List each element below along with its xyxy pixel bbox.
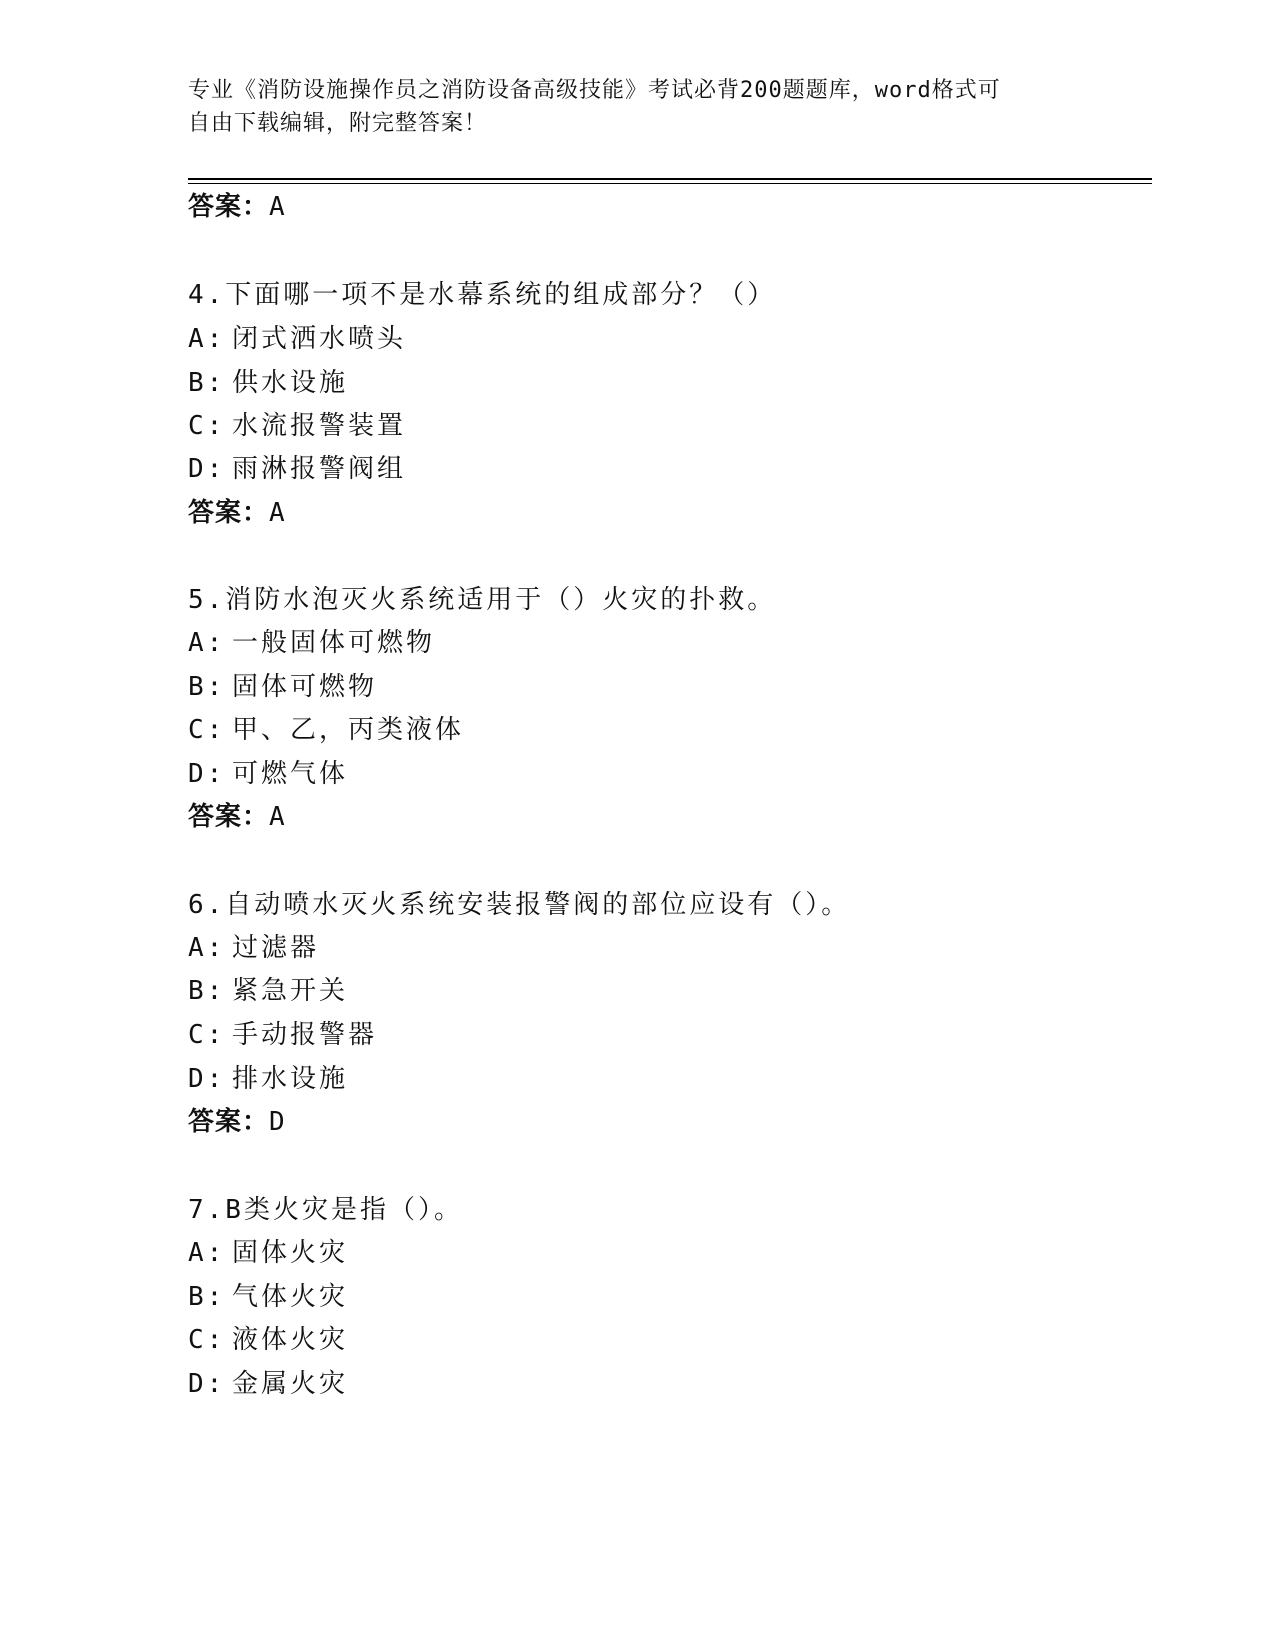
- answer-value: D: [269, 1107, 286, 1137]
- option-c: [188, 405, 406, 442]
- option-text: 闭式洒水喷头: [232, 324, 407, 354]
- option-key: B:: [188, 368, 226, 398]
- option-key: A:: [188, 1238, 226, 1268]
- answer-line: [188, 1101, 286, 1138]
- option-a: [188, 927, 319, 964]
- answer-value: A: [269, 498, 286, 528]
- option-key: C:: [188, 1325, 226, 1355]
- option-text: 液体火灾: [232, 1325, 349, 1355]
- question-title: 7.B类火灾是指（）。: [188, 1195, 463, 1225]
- option-text: 排水设施: [232, 1064, 349, 1094]
- answer-value: A: [269, 192, 286, 222]
- document-header: [188, 74, 1068, 140]
- option-key: A:: [188, 324, 226, 354]
- option-text: 气体火灾: [232, 1282, 349, 1312]
- header-divider-thick: [188, 178, 1152, 180]
- option-key: C:: [188, 715, 226, 745]
- option-b: [188, 1276, 348, 1313]
- option-key: D:: [188, 1369, 226, 1399]
- option-text: 固体可燃物: [232, 672, 378, 702]
- option-key: B:: [188, 672, 226, 702]
- option-text: 水流报警装置: [232, 411, 407, 441]
- option-d: [188, 1363, 348, 1400]
- answer-line: [188, 796, 286, 833]
- option-key: C:: [188, 411, 226, 441]
- question-title: 6.自动喷水灭火系统安装报警阀的部位应设有（）。: [188, 890, 851, 920]
- option-key: B:: [188, 1282, 226, 1312]
- option-a: [188, 622, 435, 659]
- question-title: 4.下面哪一项不是水幕系统的组成部分？（）: [188, 280, 777, 310]
- option-key: A:: [188, 628, 226, 658]
- option-text: 可燃气体: [232, 759, 349, 789]
- option-d: [188, 753, 348, 790]
- option-text: 手动报警器: [232, 1020, 378, 1050]
- option-d: [188, 1058, 348, 1095]
- option-text: 一般固体可燃物: [232, 628, 436, 658]
- option-d: [188, 448, 406, 485]
- header-divider-thin: [188, 183, 1152, 184]
- option-b: [188, 666, 377, 703]
- option-key: D:: [188, 1064, 226, 1094]
- answer-label: 答案：: [188, 498, 270, 528]
- option-text: 过滤器: [232, 933, 320, 963]
- question-title: 5.消防水泡灭火系统适用于（）火灾的扑救。: [188, 585, 777, 615]
- option-text: 金属火灾: [232, 1369, 349, 1399]
- answer-label: 答案：: [188, 192, 270, 222]
- option-b: [188, 362, 348, 399]
- option-c: [188, 709, 464, 746]
- option-key: D:: [188, 454, 226, 484]
- option-text: 雨淋报警阀组: [232, 454, 407, 484]
- answer-value: A: [269, 802, 286, 832]
- answer-label: 答案：: [188, 802, 270, 832]
- option-c: [188, 1319, 348, 1356]
- option-b: [188, 970, 348, 1007]
- option-text: 甲、乙，丙类液体: [232, 715, 465, 745]
- option-key: B:: [188, 976, 226, 1006]
- answer-line: [188, 186, 286, 223]
- option-key: A:: [188, 933, 226, 963]
- option-key: C:: [188, 1020, 226, 1050]
- option-a: [188, 1232, 348, 1269]
- option-a: [188, 318, 406, 355]
- answer-line: [188, 492, 286, 529]
- option-text: 紧急开关: [232, 976, 349, 1006]
- option-c: [188, 1014, 377, 1051]
- option-text: 供水设施: [232, 368, 349, 398]
- header-line-1: 专业《消防设施操作员之消防设备高级技能》考试必背200题题库，word格式可: [188, 78, 1001, 103]
- header-line-2: 自由下载编辑，附完整答案！: [188, 111, 488, 136]
- answer-label: 答案：: [188, 1107, 270, 1137]
- option-key: D:: [188, 759, 226, 789]
- option-text: 固体火灾: [232, 1238, 349, 1268]
